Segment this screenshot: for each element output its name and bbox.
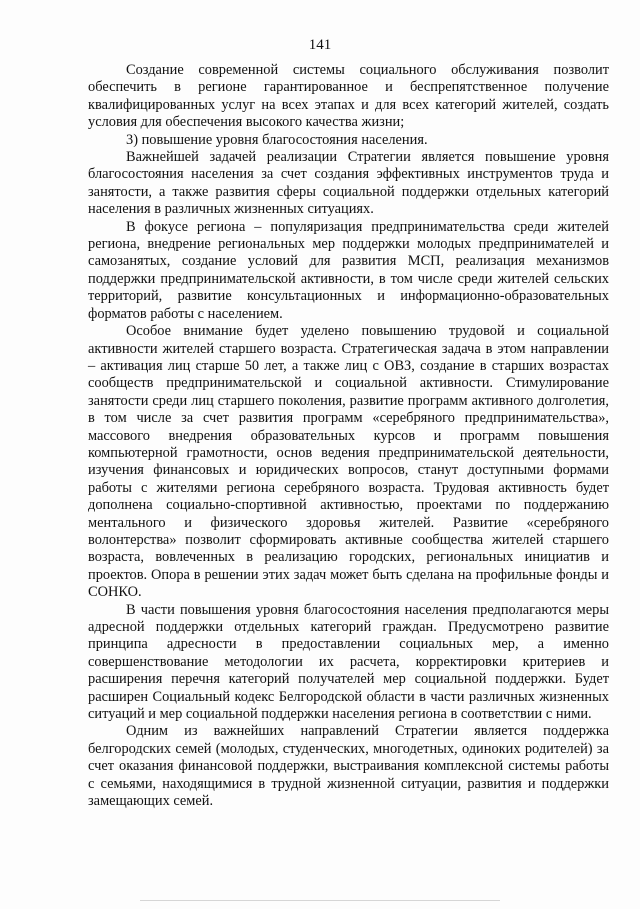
paragraph: Особое внимание будет уделено повышению трудовой и социальной активности жителей старшего возраста. Стратегическая задача в этом направлении – активация лиц старше 50 лет, а также лиц с ОВЗ, создание в старших возрастах сообществ предпринимательской и социальной активности. Стимулирование занятости среди лиц старшего поколения, развитие программ активного долголетия, в том числе за счет развития программ «серебряного предпринимательства», массового внедрения образовательных курсов и программ повышения компьютерной грамотности, основ ведения предпринимательской деятельности, изучения финансовых и юридических вопросов, станут доступными формами работы с жителями региона серебряного возраста. Трудовая активность будет дополнена социально-спортивной активностью, проектами по поддержанию ментального и физического здоровья жителей. Развитие «серебряного волонтерства» позволит сформировать активные сообщества жителей старшего возраста, вовлеченных в реализацию городских, региональных инициатив и проектов. Опора в решении этих задач может быть сделана на профильные фонды и СОНКО.: [88, 323, 609, 601]
footer-divider: [140, 900, 500, 901]
paragraph: В части повышения уровня благосостояния населения предполагаются меры адресной поддержки отдельных категорий граждан. Предусмотрено развитие принципа адресности в предоставлении социальных мер, а именно совершенствование методологии их расчета, корректировки критериев и расширения перечня категорий получателей мер социальной поддержки. Будет расширен Социальный кодекс Белгородской области в части различных жизненных ситуаций и мер социальной поддержки населения региона в соответствии с ними.: [88, 601, 609, 723]
paragraph: В фокусе региона – популяризация предпринимательства среди жителей региона, внедрение региональных мер поддержки молодых предпринимателей и самозанятых, создание условий для развития МСП, реализация механизмов поддержки предпринимательской активности, в том числе среди жителей сельских территорий, развитие консультационных и информационно-образовательных форматов работы с населением.: [88, 218, 609, 322]
page-number: 141: [308, 37, 332, 53]
paragraph: Создание современной системы социального обслуживания позволит обеспечить в регионе гарантированное и беспрепятственное получение квалифицированных услуг на всех этапах и для всех категорий жителей, создать условия для обеспечения высокого качества жизни;: [88, 62, 609, 131]
paragraph: Важнейшей задачей реализации Стратегии является повышение уровня благосостояния населения за счет создания эффективных инструментов труда и занятости, а также развития сферы социальной поддержки отдельных категорий населения в различных жизненных ситуациях.: [88, 149, 609, 218]
document-body: [88, 62, 609, 810]
paragraph: Одним из важнейших направлений Стратегии является поддержка белгородских семей (молодых, студенческих, многодетных, одиноких родителей) за счет оказания финансовой поддержки, выстраивания комплексной системы работы с семьями, находящимися в трудной жизненной ситуации, развития и поддержки замещающих семей.: [88, 723, 609, 810]
paragraph: 3) повышение уровня благосостояния населения.: [126, 131, 428, 148]
